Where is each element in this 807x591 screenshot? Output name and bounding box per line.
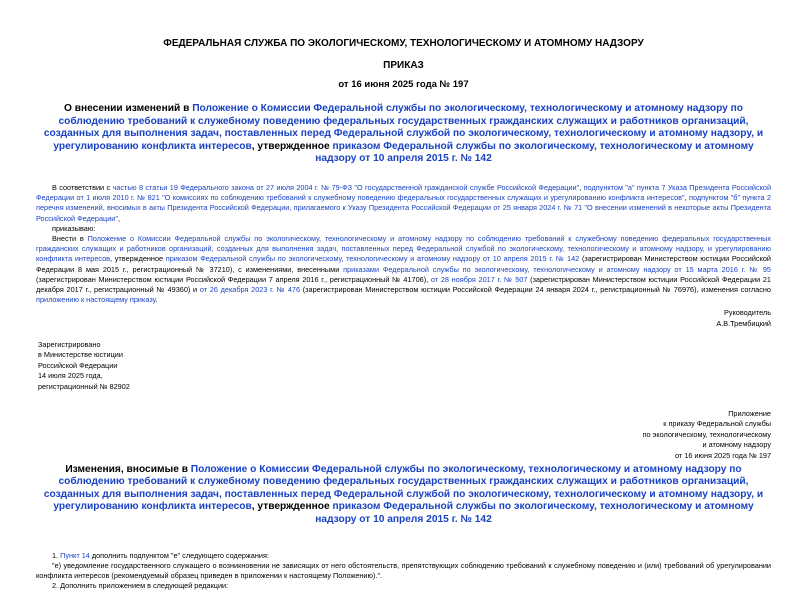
decree-821-link[interactable]: подпунктом "а" пункта 7 Указа Президента Российской Федерации от 1 июля 2010 г. № 821 "О комиссиях по соблюдению требований к служебному поведению федеральных государственных служащих и урегулированию конфликта интересов" <box>36 183 771 202</box>
preamble-text: , <box>118 214 120 223</box>
preamble-text: , <box>685 193 689 202</box>
title-middle: , утвержденное <box>252 141 333 152</box>
preamble-paragraph <box>36 183 771 224</box>
main-text: , утвержденное <box>110 254 166 263</box>
federal-law-link[interactable]: частью 8 статьи 19 Федерального закона от 27 июля 2004 г. № 79-ФЗ "О государственной гражданской службе Российской Федерации" <box>113 183 580 192</box>
title-prefix: О внесении изменений в <box>64 103 192 114</box>
change-item-2: 2. Дополнить приложением в следующей редакции: <box>36 581 771 591</box>
decree-71-link[interactable]: подпунктом "б" пункта 2 перечня изменений, вносимых в акты Президента Российской Федерации, прилагаемого к Указу Президента Российской Федерации от 25 января 2024 г. № 71 "О внесении изменений в некоторые акты Президента Российской Федерации" <box>36 193 771 222</box>
registration-line: Зарегистрировано <box>38 340 771 351</box>
appendix-line: по экологическому, технологическому <box>36 430 771 441</box>
document-type: ПРИКАЗ <box>36 60 771 71</box>
main-text: (зарегистрирован Министерством юстиции Российской Федерации 21 декабря 2017 г., регистрационный № 49360) и <box>36 275 771 294</box>
position-link[interactable]: Положение о Комиссии Федеральной службы по экологическому, технологическому и атомному надзору по соблюдению требований к служебному поведению федеральных государственных гражданских служащих и работников организаций, созданных для выполнения задач, поставленных перед Федеральной службой по экологическому, технологическому и атомному надзору, и урегулированию конфликта интересов <box>44 103 763 152</box>
order-142-link[interactable]: приказом Федеральной службы по экологическому, технологическому и атомному надзору от 10 апреля 2015 г. № 142 <box>166 254 579 263</box>
main-text: . <box>156 295 158 304</box>
order-body <box>36 183 771 305</box>
appendix-order-link[interactable]: приказом Федеральной службы по экологическому, технологическому и атомному надзору от 10 апреля 2015 г. № 142 <box>315 501 753 525</box>
change-text: дополнить подпунктом "е" следующего содержания: <box>90 551 269 560</box>
appendix-link[interactable]: приложению к настоящему приказу <box>36 295 156 304</box>
signature-name: А.В.Трембицкий <box>36 319 771 330</box>
appendix-line: к приказу Федеральной службы <box>36 419 771 430</box>
registration-line: в Министерстве юстиции <box>38 350 771 361</box>
appendix-line: Приложение <box>36 409 771 420</box>
order-95-link[interactable]: приказами Федеральной службы по экологическому, технологическому и атомному надзору от 15 марта 2016 г. № 95 <box>343 265 771 274</box>
appendix-line: и атомному надзору <box>36 440 771 451</box>
change-item-1 <box>36 551 771 561</box>
preamble-text: , <box>579 183 583 192</box>
clause-14-link[interactable]: Пункт 14 <box>60 551 90 560</box>
registration-line: Российской Федерации <box>38 361 771 372</box>
organization-heading: ФЕДЕРАЛЬНАЯ СЛУЖБА ПО ЭКОЛОГИЧЕСКОМУ, ТЕХНОЛОГИЧЕСКОМУ И АТОМНОМУ НАДЗОРУ <box>36 0 771 49</box>
preamble-text: В соответствии с <box>52 183 113 192</box>
order-link[interactable]: приказом Федеральной службы по экологическому, технологическому и атомному надзору от 10 апреля 2015 г. № 142 <box>315 141 753 165</box>
registration-block <box>38 340 771 393</box>
order-word: приказываю: <box>36 224 771 234</box>
appendix-title-middle: , утвержденное <box>252 501 333 512</box>
appendix-header <box>36 409 771 462</box>
document-title <box>36 103 771 166</box>
change-text: 1. <box>52 551 60 560</box>
position-link-body[interactable]: Положение о Комиссии Федеральной службы по экологическому, технологическому и атомному надзору по соблюдению требований к служебному поведению федеральных государственных гражданских служащих и работников организаций, созданных для выполнения задач, поставленных перед Федеральной службой по экологическому, технологическому и атомному надзору, и урегулированию конфликта интересов <box>36 234 771 263</box>
order-476-link[interactable]: от 26 декабря 2023 г. № 476 <box>200 285 300 294</box>
signature-block <box>36 308 771 329</box>
appendix-line: от 16 июня 2025 года № 197 <box>36 451 771 462</box>
registration-line: 14 июля 2025 года, <box>38 371 771 382</box>
document-date-number: от 16 июня 2025 года № 197 <box>36 79 771 90</box>
main-text: Внести в <box>52 234 88 243</box>
change-item-1-quote: "е) уведомление государственного служащего о возникновении не зависящих от него обстоятельств, препятствующих соблюдению требований к служебному поведению и (или) требований об урегулировании конфликта интересов (рекомендуемый образец приведен в приложении к настоящему Положению).". <box>36 561 771 581</box>
order-507-link[interactable]: от 28 ноября 2017 г. № 507 <box>431 275 528 284</box>
main-text: (зарегистрирован Министерством юстиции Российской Федерации 24 января 2024 г., регистрационный № 76976), изменения согласно <box>300 285 771 294</box>
registration-line: регистрационный № 82902 <box>38 382 771 393</box>
main-paragraph <box>36 234 771 305</box>
main-text: (зарегистрирован Министерством юстиции Российской Федерации 8 мая 2015 г., регистрационный № 37210), с изменениями, внесенными <box>36 254 771 273</box>
signature-role: Руководитель <box>36 308 771 319</box>
appendix-position-link[interactable]: Положение о Комиссии Федеральной службы по экологическому, технологическому и атомному надзору по соблюдению требований к служебному поведению федеральных государственных гражданских служащих и работников организаций, созданных для выполнения задач, поставленных перед Федеральной службой по экологическому, технологическому и атомному надзору, и урегулированию конфликта интересов <box>44 464 763 513</box>
appendix-title-prefix: Изменения, вносимые в <box>65 464 190 475</box>
main-text: (зарегистрирован Министерством юстиции Российской Федерации 7 апреля 2016 г., регистрационный № 41706), <box>36 275 431 284</box>
appendix-title <box>36 464 771 527</box>
